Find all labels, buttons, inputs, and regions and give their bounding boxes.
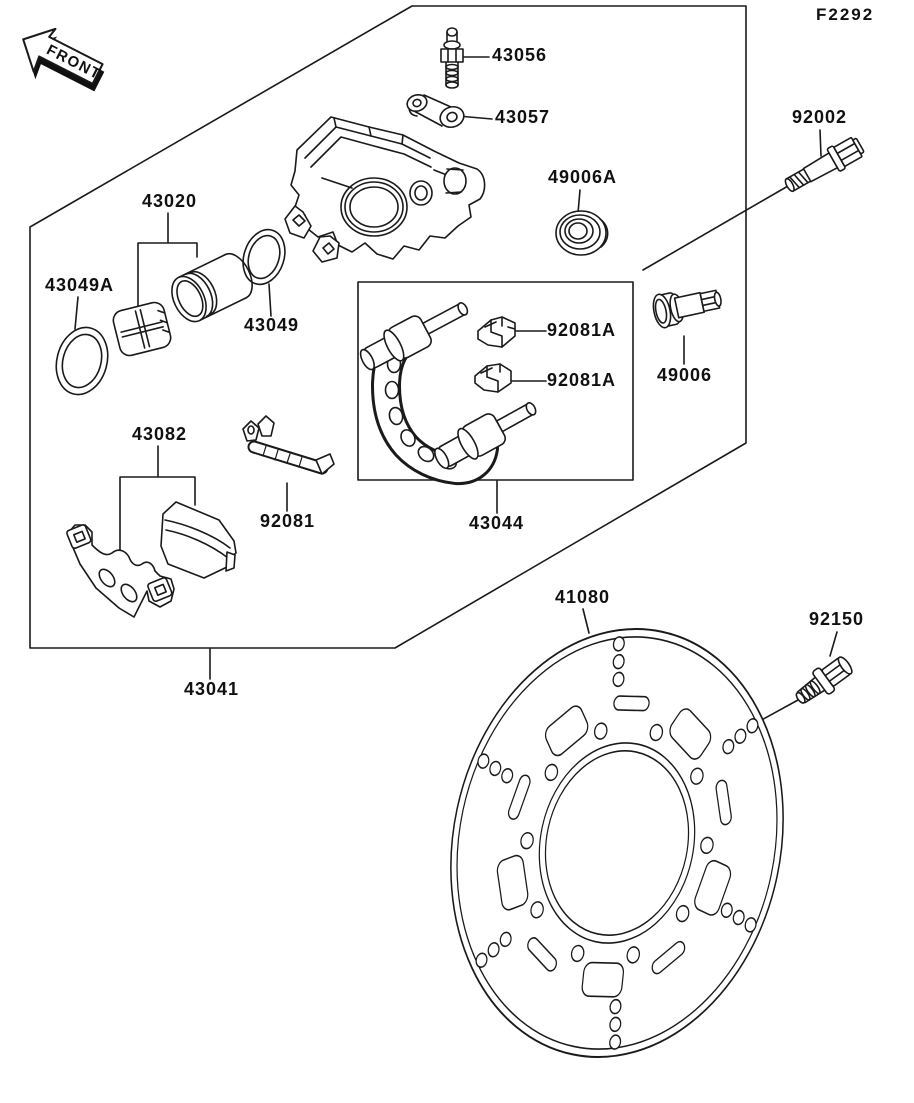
- part-label-92081A-1: 92081A: [547, 320, 617, 340]
- part-label-43044: 43044: [469, 513, 525, 533]
- disc-hole: [610, 999, 621, 1014]
- disc-hole: [613, 696, 650, 711]
- bleeder-valve-43056: [441, 28, 463, 88]
- boot-49006A: [556, 211, 608, 255]
- part-label-92081: 92081: [260, 511, 316, 531]
- pad-clip-92081A-1: [478, 317, 515, 347]
- pad-43082: [161, 502, 236, 578]
- disc-hole: [613, 672, 624, 687]
- leader-lines: [75, 57, 837, 740]
- link-43057: [405, 92, 466, 130]
- part-label-43056: 43056: [492, 45, 548, 65]
- part-label-43020: 43020: [142, 191, 198, 211]
- figure-code: F2292: [816, 5, 875, 24]
- slide-pin-upper: [355, 292, 474, 377]
- seal-43049A: [49, 322, 115, 401]
- front-arrow-label: FRONT: [43, 41, 105, 84]
- part-label-43057: 43057: [495, 107, 551, 127]
- disc-hole: [581, 962, 624, 997]
- part-label-43041: 43041: [184, 679, 240, 699]
- caliper-holder-43044: [355, 292, 543, 476]
- disc-bolt-92150: [790, 652, 857, 711]
- front-arrow: [10, 18, 112, 106]
- pad-spring-92081: [243, 416, 334, 474]
- disc-hole: [613, 654, 624, 669]
- pin-49006: [651, 282, 725, 329]
- part-label-92081A-2: 92081A: [547, 370, 617, 390]
- piston-insert-43020: [111, 300, 173, 357]
- part-label-41080: 41080: [555, 587, 611, 607]
- disc-hole: [610, 1034, 621, 1049]
- part-label-49006: 49006: [657, 365, 713, 385]
- part-label-92150: 92150: [809, 609, 865, 629]
- brake-disc-41080: [412, 598, 822, 1089]
- part-label-43049: 43049: [244, 315, 300, 335]
- part-label-92002: 92002: [792, 107, 848, 127]
- pad-clip-92081A-2: [475, 364, 511, 392]
- disc-hole: [613, 636, 624, 651]
- caliper-body: [285, 117, 485, 262]
- part-label-43049A: 43049A: [45, 275, 115, 295]
- disc-hole: [610, 1017, 621, 1032]
- bolt-92002: [781, 134, 867, 198]
- part-label-49006A: 49006A: [548, 167, 618, 187]
- part-label-43082: 43082: [132, 424, 188, 444]
